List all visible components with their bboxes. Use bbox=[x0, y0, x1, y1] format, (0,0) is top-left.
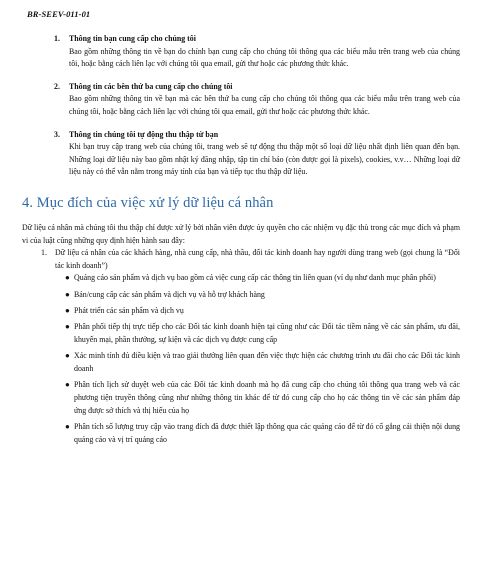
bullet-text: Bán/cung cấp các sản phẩm và dịch vụ và hỗ trợ khách hàng bbox=[74, 289, 265, 299]
section-title: Thông tin các bên thứ ba cung cấp cho chúng tôi bbox=[69, 81, 233, 91]
section-heading bbox=[54, 33, 460, 46]
section-3 bbox=[54, 129, 460, 179]
bullet-icon: ● bbox=[65, 351, 70, 361]
section-number: 2. bbox=[54, 81, 60, 91]
bullet-item bbox=[65, 305, 460, 318]
bullet-text: Xác minh tính đủ điều kiện và trao giải thưởng liên quan đến việc thực hiện các chương trình ưu đãi cho các Đối tác kinh doanh bbox=[74, 351, 460, 374]
bullet-item bbox=[65, 350, 460, 375]
bullet-icon: ● bbox=[65, 422, 70, 432]
section-title: Thông tin bạn cung cấp cho chúng tôi bbox=[69, 34, 196, 43]
section-number: 3. bbox=[54, 129, 60, 139]
section-2 bbox=[54, 81, 460, 119]
section-body: Bao gồm những thông tin về bạn mà các bên thứ ba cung cấp cho chúng tôi thông qua các biểu mẫu trên trang web của chúng tôi, hoặc bằng cách liên lạc với chúng tôi qua email, gửi thư hoặc các phương thức khác. bbox=[69, 94, 460, 116]
bullet-text: Phân tích số lượng truy cập vào trang đích đã được thiết lập thông qua các quảng cáo để từ đó cố gắng cải thiện nội dung quảng cáo và vị trí quảng cáo bbox=[74, 422, 460, 444]
section-1 bbox=[54, 33, 460, 71]
section-heading bbox=[54, 81, 460, 94]
bullet-icon: ● bbox=[65, 380, 70, 390]
section-body: Bao gồm những thông tin về bạn do chính bạn cung cấp cho chúng tôi thông qua các biểu mẫu trên trang web của chúng tôi, hoặc bằng cách liên lạc với chúng tôi qua email, gửi thư hoặc các phương thức khác. bbox=[69, 46, 460, 69]
bullet-icon: ● bbox=[65, 322, 70, 332]
bullet-icon: ● bbox=[65, 306, 70, 316]
section-heading bbox=[54, 129, 460, 142]
bullet-text: Quảng cáo sản phẩm và dịch vụ bao gồm cả việc cung cấp các thông tin liên quan (ví dụ như danh mục phân phối) bbox=[74, 273, 436, 283]
section-title: Thông tin chúng tôi tự động thu thập từ bạn bbox=[69, 129, 219, 139]
bullet-item bbox=[65, 379, 460, 417]
bullet-icon: ● bbox=[65, 273, 70, 283]
list-item-1 bbox=[41, 247, 460, 446]
bullet-item bbox=[65, 289, 460, 302]
list-item-text: Dữ liệu cá nhân của các khách hàng, nhà cung cấp, nhà thầu, đối tác kinh doanh hay người dùng trang web (gọi chung là “Đối tác kinh doanh”) bbox=[55, 248, 460, 270]
section-body: Khi bạn truy cập trang web của chúng tôi, trang web sẽ tự động thu thập một số loại dữ liệu nhất định liên quan đến bạn. Những loại dữ liệu này bao gồm nhật ký đăng nhập, tập tin chỉ báo (còn được gọi là pixels), cookies, v.v… Những loại dữ liệu này có thể vẫn nằm trong máy tính của bạn và tiếp tục thu thập dữ liệu. bbox=[69, 142, 460, 177]
bullet-icon: ● bbox=[65, 289, 70, 299]
bullet-text: Phân tích lịch sử duyệt web của các Đối tác kinh doanh mà họ đã cung cấp cho chúng tôi thông qua trang web và các phương tiện truyền thông cũng như những thông tin khác để từ đó cung cấp cho họ các thông tin về các sản phẩm đáp ứng được sở thích và thị hiếu của họ bbox=[74, 380, 460, 415]
list-item-number: 1. bbox=[41, 248, 47, 258]
bullet-item bbox=[65, 421, 460, 446]
section-number: 1. bbox=[54, 34, 60, 43]
bullet-list bbox=[55, 272, 460, 446]
intro-paragraph: Dữ liệu cá nhân mà chúng tôi thu thập chỉ được xử lý bởi nhân viên được ủy quyền cho các nhiệm vụ đặc thù trong các mục đích và phạm vi của luật cũng những quy định hiện hành sau đây: bbox=[22, 222, 460, 245]
document-id: BR-SEEV-011-01 bbox=[27, 9, 91, 19]
bullet-text: Phân phối tiếp thị trực tiếp cho các Đối tác kinh doanh hiện tại cũng như các Đối tác tiềm năng về các sản phẩm, ưu đãi, khuyến mại, phần thưởng, sự kiện và các dịch vụ được cung cấp bbox=[74, 322, 460, 345]
purpose-heading: 4. Mục đích của việc xử lý dữ liệu cá nhân bbox=[22, 194, 274, 211]
bullet-text: Phát triển các sản phẩm và dịch vụ bbox=[74, 306, 184, 316]
bullet-item bbox=[65, 272, 460, 285]
bullet-item bbox=[65, 321, 460, 346]
